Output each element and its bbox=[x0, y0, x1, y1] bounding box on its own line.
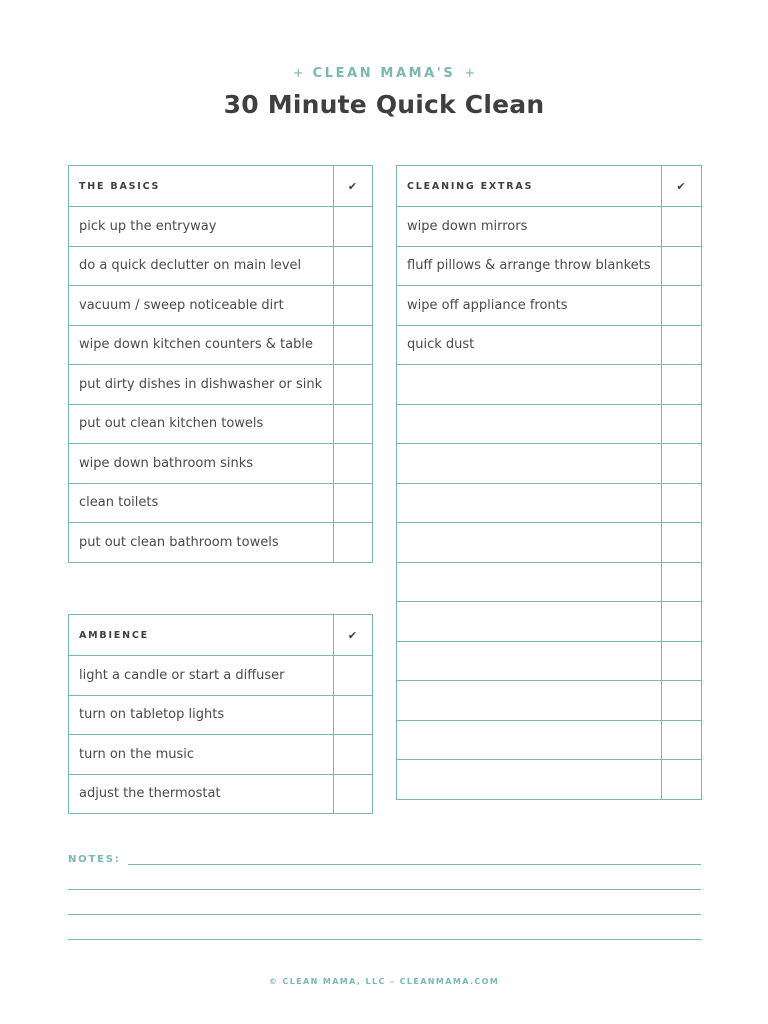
checklist-row bbox=[69, 404, 373, 444]
checkbox-cell[interactable] bbox=[662, 681, 702, 721]
checklist-row bbox=[397, 246, 702, 286]
checkbox-cell[interactable] bbox=[334, 207, 373, 247]
task-label bbox=[397, 523, 662, 563]
task-label: turn on the music bbox=[69, 735, 334, 775]
checkbox-cell[interactable] bbox=[334, 444, 373, 484]
checklist-row bbox=[69, 325, 373, 365]
checklist-row bbox=[69, 444, 373, 484]
notes-line bbox=[68, 939, 701, 940]
checklist-row bbox=[397, 207, 702, 247]
checklist-row bbox=[397, 562, 702, 602]
checklist-row bbox=[69, 286, 373, 326]
brand-ornament-left: + bbox=[292, 66, 304, 81]
checklist-row bbox=[397, 720, 702, 760]
notes-line bbox=[128, 864, 701, 865]
checkbox-cell[interactable] bbox=[662, 720, 702, 760]
checklist-row bbox=[397, 286, 702, 326]
checkbox-cell[interactable] bbox=[662, 365, 702, 405]
checkbox-cell[interactable] bbox=[334, 325, 373, 365]
checklist-row bbox=[69, 246, 373, 286]
checkbox-cell[interactable] bbox=[662, 444, 702, 484]
checklist-row bbox=[69, 207, 373, 247]
task-label: clean toilets bbox=[69, 483, 334, 523]
checklist-row bbox=[69, 365, 373, 405]
checklist-row bbox=[69, 656, 373, 696]
check-column-icon: ✔ bbox=[334, 615, 373, 656]
checklist-row bbox=[69, 695, 373, 735]
checkbox-cell[interactable] bbox=[662, 207, 702, 247]
checklist-row bbox=[397, 325, 702, 365]
checklist-row bbox=[397, 641, 702, 681]
checkbox-cell[interactable] bbox=[334, 404, 373, 444]
checkbox-cell[interactable] bbox=[334, 286, 373, 326]
ambience-checklist bbox=[68, 614, 373, 814]
extras-heading: CLEANING EXTRAS bbox=[397, 166, 662, 207]
checklist-row bbox=[397, 523, 702, 563]
checklist-row bbox=[69, 523, 373, 563]
checkbox-cell[interactable] bbox=[662, 641, 702, 681]
checkbox-cell[interactable] bbox=[334, 735, 373, 775]
task-label: quick dust bbox=[397, 325, 662, 365]
checkbox-cell[interactable] bbox=[334, 656, 373, 696]
task-label: pick up the entryway bbox=[69, 207, 334, 247]
task-label: put out clean kitchen towels bbox=[69, 404, 334, 444]
checkbox-cell[interactable] bbox=[662, 523, 702, 563]
footer-copyright: © CLEAN MAMA, LLC – CLEANMAMA.COM bbox=[268, 977, 500, 986]
checklist-row bbox=[69, 735, 373, 775]
task-label: fluff pillows & arrange throw blankets bbox=[397, 246, 662, 286]
task-label: wipe off appliance fronts bbox=[397, 286, 662, 326]
ambience-heading: AMBIENCE bbox=[69, 615, 334, 656]
checklist-row bbox=[397, 760, 702, 800]
task-label: light a candle or start a diffuser bbox=[69, 656, 334, 696]
task-label bbox=[397, 760, 662, 800]
checklist-row bbox=[397, 602, 702, 642]
checkbox-cell[interactable] bbox=[662, 562, 702, 602]
notes-line bbox=[68, 889, 701, 890]
task-label bbox=[397, 483, 662, 523]
checkbox-cell[interactable] bbox=[662, 404, 702, 444]
checkbox-cell[interactable] bbox=[662, 246, 702, 286]
checkbox-cell[interactable] bbox=[334, 365, 373, 405]
page-title: 30 Minute Quick Clean bbox=[223, 90, 545, 119]
checkbox-cell[interactable] bbox=[662, 602, 702, 642]
task-label: wipe down kitchen counters & table bbox=[69, 325, 334, 365]
notes-label: NOTES: bbox=[68, 854, 121, 865]
task-label: adjust the thermostat bbox=[69, 774, 334, 814]
checkbox-cell[interactable] bbox=[334, 774, 373, 814]
task-label bbox=[397, 365, 662, 405]
checklist-row bbox=[397, 483, 702, 523]
task-label: wipe down mirrors bbox=[397, 207, 662, 247]
task-label bbox=[397, 641, 662, 681]
checklist-row bbox=[69, 774, 373, 814]
checklist-row bbox=[397, 681, 702, 721]
checkbox-cell[interactable] bbox=[334, 695, 373, 735]
check-column-icon: ✔ bbox=[334, 166, 373, 207]
check-column-icon: ✔ bbox=[662, 166, 702, 207]
checkbox-cell[interactable] bbox=[662, 760, 702, 800]
task-label: put out clean bathroom towels bbox=[69, 523, 334, 563]
task-label: put dirty dishes in dishwasher or sink bbox=[69, 365, 334, 405]
brand-name: CLEAN MAMA'S bbox=[312, 66, 456, 81]
checklist-row bbox=[397, 365, 702, 405]
task-label: turn on tabletop lights bbox=[69, 695, 334, 735]
checkbox-cell[interactable] bbox=[662, 483, 702, 523]
brand-header bbox=[0, 66, 768, 81]
checklist-row bbox=[397, 404, 702, 444]
task-label bbox=[397, 681, 662, 721]
checkbox-cell[interactable] bbox=[662, 325, 702, 365]
checklist-row bbox=[69, 483, 373, 523]
checklist-row bbox=[397, 444, 702, 484]
basics-checklist bbox=[68, 165, 373, 563]
task-label: do a quick declutter on main level bbox=[69, 246, 334, 286]
brand-ornament-right: + bbox=[464, 66, 476, 81]
basics-heading: THE BASICS bbox=[69, 166, 334, 207]
checkbox-cell[interactable] bbox=[334, 483, 373, 523]
task-label: wipe down bathroom sinks bbox=[69, 444, 334, 484]
extras-checklist bbox=[396, 165, 702, 800]
task-label bbox=[397, 602, 662, 642]
task-label bbox=[397, 562, 662, 602]
notes-line bbox=[68, 914, 701, 915]
checkbox-cell[interactable] bbox=[334, 246, 373, 286]
task-label: vacuum / sweep noticeable dirt bbox=[69, 286, 334, 326]
checkbox-cell[interactable] bbox=[334, 523, 373, 563]
task-label bbox=[397, 404, 662, 444]
task-label bbox=[397, 720, 662, 760]
task-label bbox=[397, 444, 662, 484]
checkbox-cell[interactable] bbox=[662, 286, 702, 326]
